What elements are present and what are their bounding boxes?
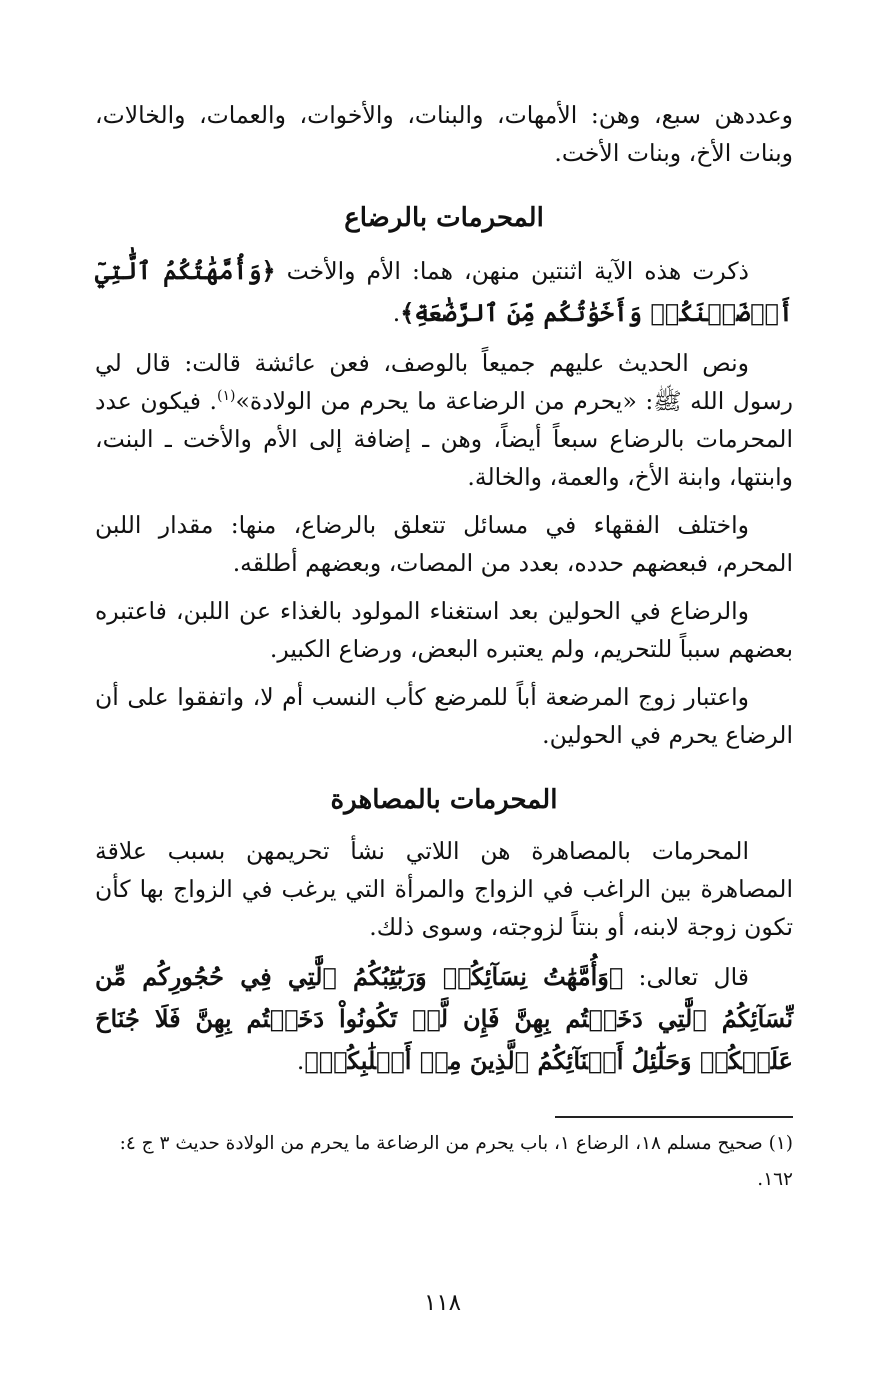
musahara-p2-end: . (296, 1047, 305, 1075)
section-heading-musahara: المحرمات بالمصاهرة (330, 785, 558, 815)
footnote (95, 1126, 793, 1198)
footnote-marker: (١) (768, 1133, 793, 1154)
intro-paragraph: وعددهن سبع، وهن: الأمهات، والبنات، والأخوات، والعمات، والخالات، وبنات الأخ، وبنات الأخت. (95, 101, 793, 167)
rada-paragraph-2 (95, 344, 793, 496)
rada-paragraph-1 (95, 250, 793, 334)
musahara-paragraph-1: المحرمات بالمصاهرة هن اللاتي نشأ تحريمهن بسبب علاقة المصاهرة بين الراغب في الزواج والمرأة التي يرغب في الزواج بها كأن تكون زوجة لابنه، أو بنتاً لزوجته، وسوى ذلك. (95, 837, 793, 941)
section-heading-rada: المحرمات بالرضاع (344, 203, 544, 233)
musahara-paragraph-2 (95, 956, 793, 1082)
rada-paragraph-5: واعتبار زوج المرضعة أباً للمرضع كأب النسب أم لا، واتفقوا على أن الرضاع يحرم في الحولين. (95, 683, 793, 749)
quran-verse-musahara: ﴿وَأُمَّهَٰتُ نِسَآئِكُمۡ وَرَبَٰٓئِبُكُمُ ٱلَّٰتِي فِي حُجُورِكُم مِّن نِّسَآئِكُمُ ٱلَّٰتِي دَخَلۡتُم بِهِنَّ فَإِن لَّمۡ تَكُونُواْ دَخَلۡتُم بِهِنَّ فَلَا جُنَاحَ عَلَيۡكُمۡ وَحَلَٰٓئِلُ أَبۡنَآئِكُمُ ٱلَّذِينَ مِنۡ أَصۡلَٰبِكُمۡ﴾ (95, 962, 793, 1075)
quran-verse-rada: ﴿وَأُمَّهَٰتُكُمُ ٱلَّٰتِيٓ أَرۡضَعۡنَكُمۡ وَأَخَوَٰتُكُم مِّنَ ٱلرَّضَٰعَةِ﴾ (95, 256, 793, 327)
rada-p1-text: ذكرت هذه الآية اثنتين منهن، هما: الأم والأخت (286, 257, 749, 285)
musahara-p2-lead: قال تعالى: (638, 963, 749, 991)
rada-p2-start: ونص الحديث عليهم جميعاً بالوصف، فعن عائشة قالت: قال لي رسول الله ﷺ: «يحرم من الرضاعة ما يحرم من الولادة» (95, 349, 793, 415)
rada-p2-end: . فيكون عدد المحرمات بالرضاع سبعاً أيضاً، وهن ـ إضافة إلى الأم والأخت ـ البنت، وابنتها، وابنة الأخ، والعمة، والخالة. (95, 387, 793, 491)
rada-p1-end: . (392, 299, 401, 327)
rada-paragraph-4: والرضاع في الحولين بعد استغناء المولود بالغذاء عن اللبن، فاعتبره بعضهم سبباً للتحريم، ولم يعتبره البعض، ورضاع الكبير. (95, 597, 793, 663)
footnote-reference: (١) (217, 388, 236, 405)
footnote-text: صحيح مسلم ١٨، الرضاع ١، باب يحرم من الرضاعة ما يحرم من الولادة حديث ٣ ج ٤: ١٦٢. (119, 1133, 793, 1190)
footnote-divider (555, 1116, 793, 1118)
rada-paragraph-3: واختلف الفقهاء في مسائل تتعلق بالرضاع، منها: مقدار اللبن المحرم، فبعضهم حدده، بعدد من المصات، وبعضهم أطلقه. (95, 511, 793, 577)
page-number: ١١٨ (423, 1290, 462, 1316)
